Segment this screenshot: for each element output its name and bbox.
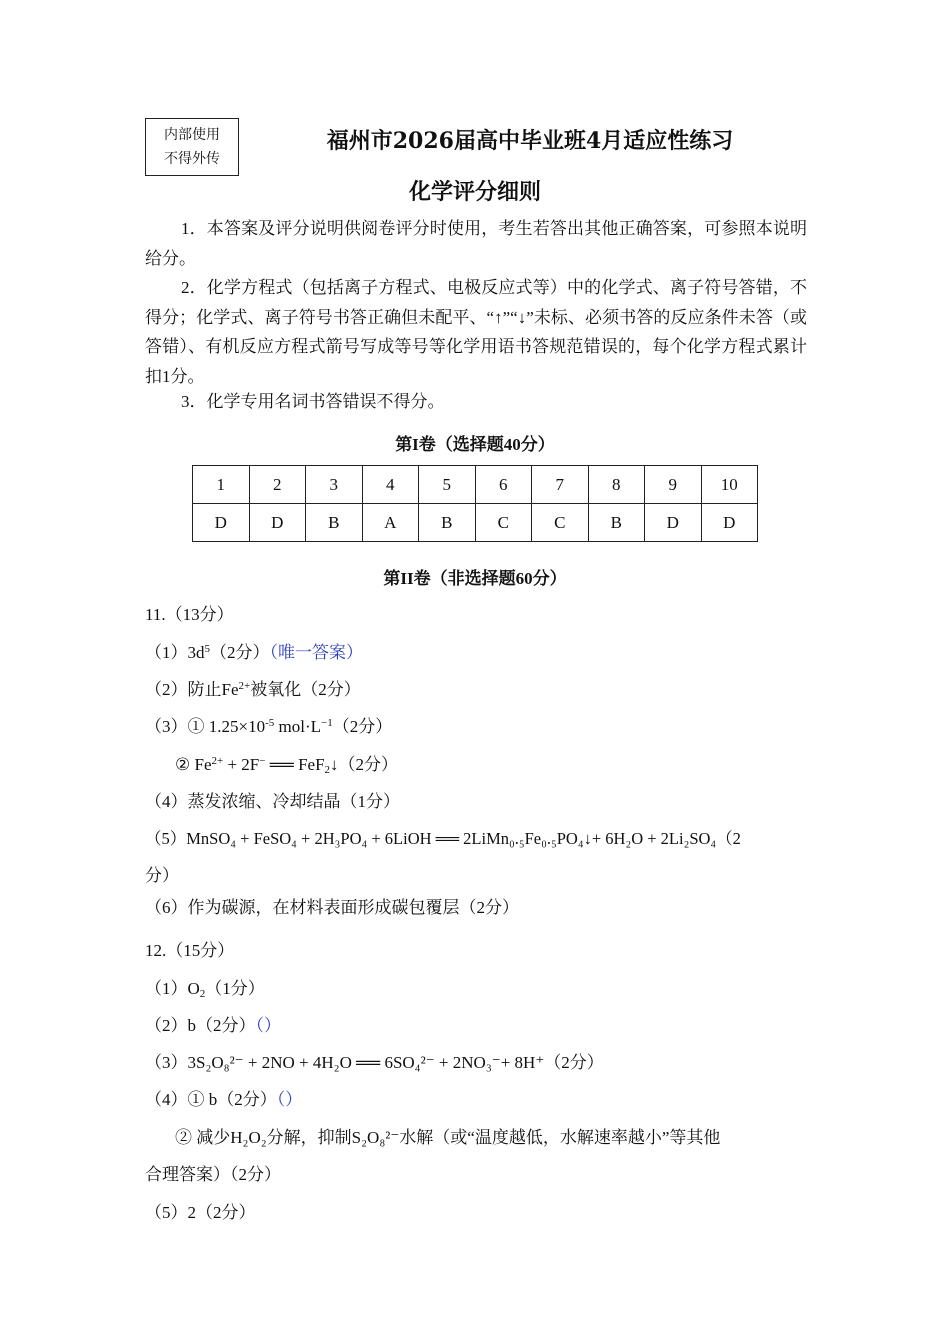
q11-answer-3b bbox=[175, 750, 845, 775]
answer-text: 被氧化（2分） bbox=[250, 680, 361, 699]
unique-answer-note: （唯一答案） bbox=[269, 643, 363, 662]
q11-header: 11.（13分） bbox=[145, 605, 234, 624]
table-cell: D bbox=[193, 504, 250, 542]
table-cell: D bbox=[249, 504, 306, 542]
answer-text: （2）b（2分） bbox=[145, 1016, 256, 1035]
table-cell: B bbox=[588, 504, 645, 542]
stamp-line1: 内部使用 bbox=[164, 127, 220, 143]
q12-answer-3: （3）3S₂O₈²⁻ + 2NO + 4H₂O ══ 6SO₄²⁻ + 2NO₃⁻+ 8H⁺（2分） bbox=[145, 1053, 604, 1072]
answer-text: （1分） bbox=[205, 979, 265, 998]
note-2: 2．化学方程式（包括离子方程式、电极反应式等）中的化学式、离子符号答错，不得分；化学式、离子符号书答正确但未配平、“↑”“↓”未标、必须书答的反应条件未答（或答错）、有机反应方程式箭号写成等号等化学用语书答规范错误的，每个化学方程式累计扣1分。 bbox=[145, 278, 807, 386]
answer-text: + 2F bbox=[223, 755, 260, 774]
table-cell: 5 bbox=[419, 466, 476, 504]
question-number-row bbox=[193, 466, 758, 504]
table-cell: C bbox=[532, 504, 589, 542]
q12-header: 12.（15分） bbox=[145, 941, 235, 960]
table-cell: 6 bbox=[475, 466, 532, 504]
table-cell: 4 bbox=[362, 466, 419, 504]
table-cell: 8 bbox=[588, 466, 645, 504]
table-cell: 1 bbox=[193, 466, 250, 504]
table-cell: D bbox=[701, 504, 758, 542]
q12-answer-2 bbox=[145, 1011, 815, 1036]
superscript: -5 bbox=[265, 717, 275, 729]
q12-answer-5: （5）2（2分） bbox=[145, 1203, 256, 1222]
q11-answer-1 bbox=[145, 638, 815, 663]
subscript: 2 bbox=[324, 764, 331, 776]
stamp-line2: 不得外传 bbox=[164, 151, 220, 167]
q12-answer-1 bbox=[145, 974, 815, 999]
answer-text: mol·L bbox=[274, 717, 322, 736]
table-cell: 2 bbox=[249, 466, 306, 504]
table-cell: 3 bbox=[306, 466, 363, 504]
superscript: 5 bbox=[204, 643, 210, 655]
document-subtitle: 化学评分细则 bbox=[408, 179, 541, 205]
table-cell: B bbox=[419, 504, 476, 542]
table-cell: 9 bbox=[645, 466, 702, 504]
note-1: 1．本答案及评分说明供阅卷评分时使用，考生若答出其他正确答案，可参照本说明给分。 bbox=[145, 219, 807, 268]
table-cell: A bbox=[362, 504, 419, 542]
answer-text: （1）O bbox=[145, 979, 200, 998]
answer-text: （2分） bbox=[332, 717, 393, 736]
q11-answer-6: （6）作为碳源，在材料表面形成碳包覆层（2分） bbox=[145, 898, 519, 917]
blank-note: （） bbox=[255, 1016, 281, 1035]
table-cell: 7 bbox=[532, 466, 589, 504]
table-cell: D bbox=[645, 504, 702, 542]
answer-text: ② Fe bbox=[175, 755, 212, 774]
answer-text: （2分） bbox=[210, 643, 270, 662]
choice-answer-table bbox=[192, 465, 758, 542]
document-title: 福州市2026届高中毕业班4月适应性练习 bbox=[326, 128, 734, 154]
q11-answer-2 bbox=[145, 675, 815, 700]
blank-note: （） bbox=[276, 1090, 303, 1109]
q11-answer-5-line1: （5）MnSO₄ + FeSO₄ + 2H₃PO₄ + 6LiOH ══ 2LiMn₀.₅Fe₀.₅PO₄↓+ 6H₂O + 2Li₂SO₄（2 bbox=[145, 829, 741, 848]
superscript: −1 bbox=[321, 717, 333, 729]
q11-answer-5-line2: 分） bbox=[145, 866, 179, 885]
answer-text: ↓（2分） bbox=[330, 755, 399, 774]
q12-answer-4b-line1: ② 减少H₂O₂分解，抑制S₂O₈²⁻水解（或“温度越低，水解速率越小”等其他 bbox=[175, 1128, 721, 1147]
section-choice-title: 第I卷（选择题40分） bbox=[395, 435, 555, 454]
table-cell: 10 bbox=[701, 466, 758, 504]
answer-text: ══ FeF bbox=[265, 755, 325, 774]
q12-answer-4b-line2: 合理答案）（2分） bbox=[145, 1165, 281, 1184]
section-nonchoice-title: 第II卷（非选择题60分） bbox=[383, 569, 567, 588]
subscript: 2 bbox=[199, 988, 206, 1000]
answer-text: （2）防止Fe bbox=[145, 680, 239, 699]
superscript: 2+ bbox=[211, 755, 224, 767]
note-3: 3．化学专用名词书答错误不得分。 bbox=[181, 392, 445, 411]
answer-text: （4）① b（2分） bbox=[145, 1090, 277, 1109]
answer-row bbox=[193, 504, 758, 542]
table-cell: B bbox=[306, 504, 363, 542]
answer-text: （3）① 1.25×10 bbox=[145, 717, 266, 736]
table-cell: C bbox=[475, 504, 532, 542]
q11-answer-4: （4）蒸发浓缩、冷却结晶（1分） bbox=[145, 792, 400, 811]
superscript: − bbox=[259, 755, 266, 767]
answer-text: （1）3d bbox=[145, 643, 205, 662]
q11-answer-3 bbox=[145, 712, 815, 737]
q12-answer-4 bbox=[145, 1085, 815, 1110]
superscript: 2+ bbox=[238, 680, 251, 692]
